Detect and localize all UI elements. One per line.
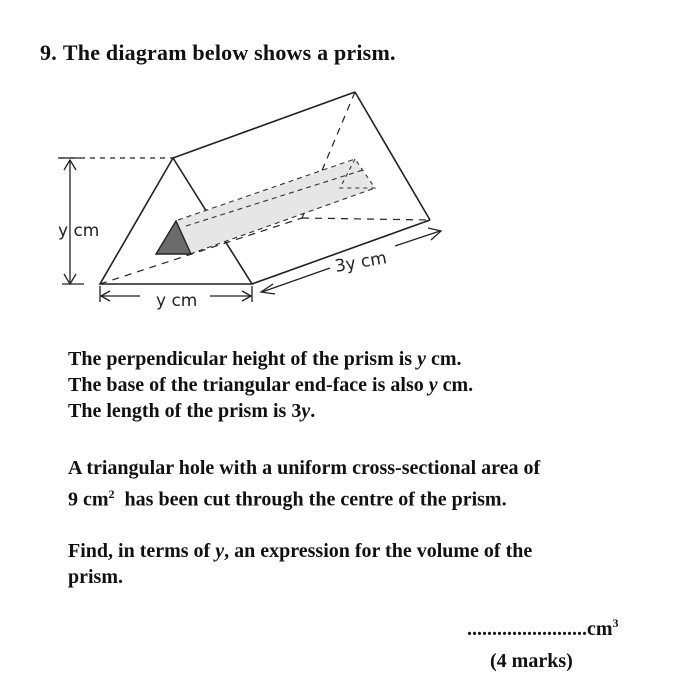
height-label: y cm xyxy=(58,221,100,241)
length-label: 3y cm xyxy=(333,248,389,277)
problem-facts xyxy=(68,346,473,424)
fact-base: The base of the triangular end-face is also y cm. xyxy=(68,374,474,396)
prism-diagram xyxy=(0,0,681,340)
answer-line[interactable] xyxy=(467,618,619,641)
hidden-back-base xyxy=(302,218,430,220)
question-number: 9. xyxy=(40,40,57,65)
top-edge xyxy=(173,92,355,158)
answer-unit-sup: 3 xyxy=(612,616,619,630)
hole-description: A triangular hole with a uniform cross-sectional area of 9 $cm^2$ has been cut through the centre of the prism. xyxy=(68,457,541,511)
answer-unit: cm xyxy=(587,618,613,640)
length-arrow-left xyxy=(262,268,330,292)
hole-tunnel-shading xyxy=(176,160,375,254)
answer-dots: ........................ xyxy=(467,618,587,640)
fact-height: The perpendicular height of the prism is y cm. xyxy=(68,348,462,370)
base-label: y cm xyxy=(156,291,198,311)
fact-length: The length of the prism is 3y. xyxy=(68,400,316,422)
task-instruction: Find, in terms of y, an expression for the volume of the prism. xyxy=(68,540,533,588)
length-arrow-head-left xyxy=(261,284,275,294)
marks-label: (4 marks) xyxy=(490,650,573,672)
right-edge xyxy=(355,92,430,220)
question-title-text: The diagram below shows a prism. xyxy=(62,40,396,65)
